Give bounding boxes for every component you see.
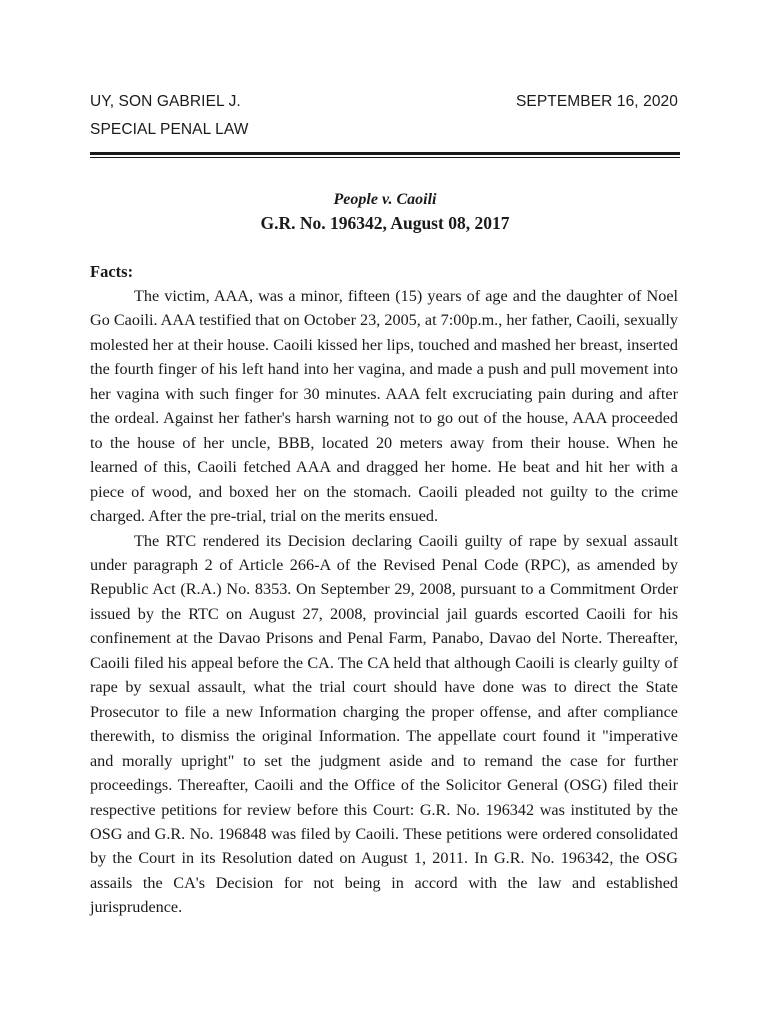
header-divider-thin <box>90 157 680 158</box>
header-row-author-date <box>90 93 678 111</box>
subject-label: SPECIAL PENAL LAW <box>90 121 249 138</box>
header-divider-thick <box>90 152 680 155</box>
header-row-subject <box>90 121 678 139</box>
facts-body <box>90 284 678 920</box>
facts-heading: Facts: <box>90 262 134 281</box>
case-number: G.R. No. 196342, August 08, 2017 <box>260 213 510 233</box>
document-date: SEPTEMBER 16, 2020 <box>515 93 678 110</box>
facts-paragraph: The RTC rendered its Decision declaring Caoili guilty of rape by sexual assault under paragraph 2 of Article 266-A of the Revised Penal Code (RPC), as amended by Republic Act (R.A.) No. 8353. On September 29, 2008, pursuant to a Commitment Order issued by the RTC on August 27, 2008, provincial jail guards escorted Caoili for his confinement at the Davao Prisons and Penal Farm, Panabo, Davao del Norte. Thereafter, Caoili filed his appeal before the CA. The CA held that although Caoili is clearly guilty of rape by sexual assault, what the trial court should have done was to direct the State Prosecutor to file a new Information charging the proper offense, and after compliance therewith, to dismiss the original Information. The appellate court found it "imperative and morally upright" to set the judgment aside and to remand the case for further proceedings. Thereafter, Caoili and the Office of the Solicitor General (OSG) filed their respective petitions for review before this Court: G.R. No. 196342 was instituted by the OSG and G.R. No. 196848 was filed by Caoili. These petitions were ordered consolidated by the Court in its Resolution dated on August 1, 2011. In G.R. No. 196342, the OSG assails the CA's Decision for not being in accord with the law and established jurisprudence. <box>90 531 678 917</box>
case-title: People v. Caoili <box>333 191 437 208</box>
facts-paragraph: The victim, AAA, was a minor, fifteen (15) years of age and the daughter of Noel Go Caoili. AAA testified that on October 23, 2005, at 7:00p.m., her father, Caoili, sexually molested her at their house. Caoili kissed her lips, touched and mashed her breast, inserted the fourth finger of his left hand into her vagina, and made a push and pull movement into her vagina with such finger for 30 minutes. AAA felt excruciating pain during and after the ordeal. Against her father's harsh warning not to go out of the house, AAA proceeded to the house of her uncle, BBB, located 20 meters away from their house. When he learned of this, Caoili fetched AAA and dragged her home. He beat and hit her with a piece of wood, and boxed her on the stomach. Caoili pleaded not guilty to the crime charged. After the pre-trial, trial on the merits ensued. <box>90 287 678 526</box>
author-name: UY, SON GABRIEL J. <box>90 93 241 110</box>
